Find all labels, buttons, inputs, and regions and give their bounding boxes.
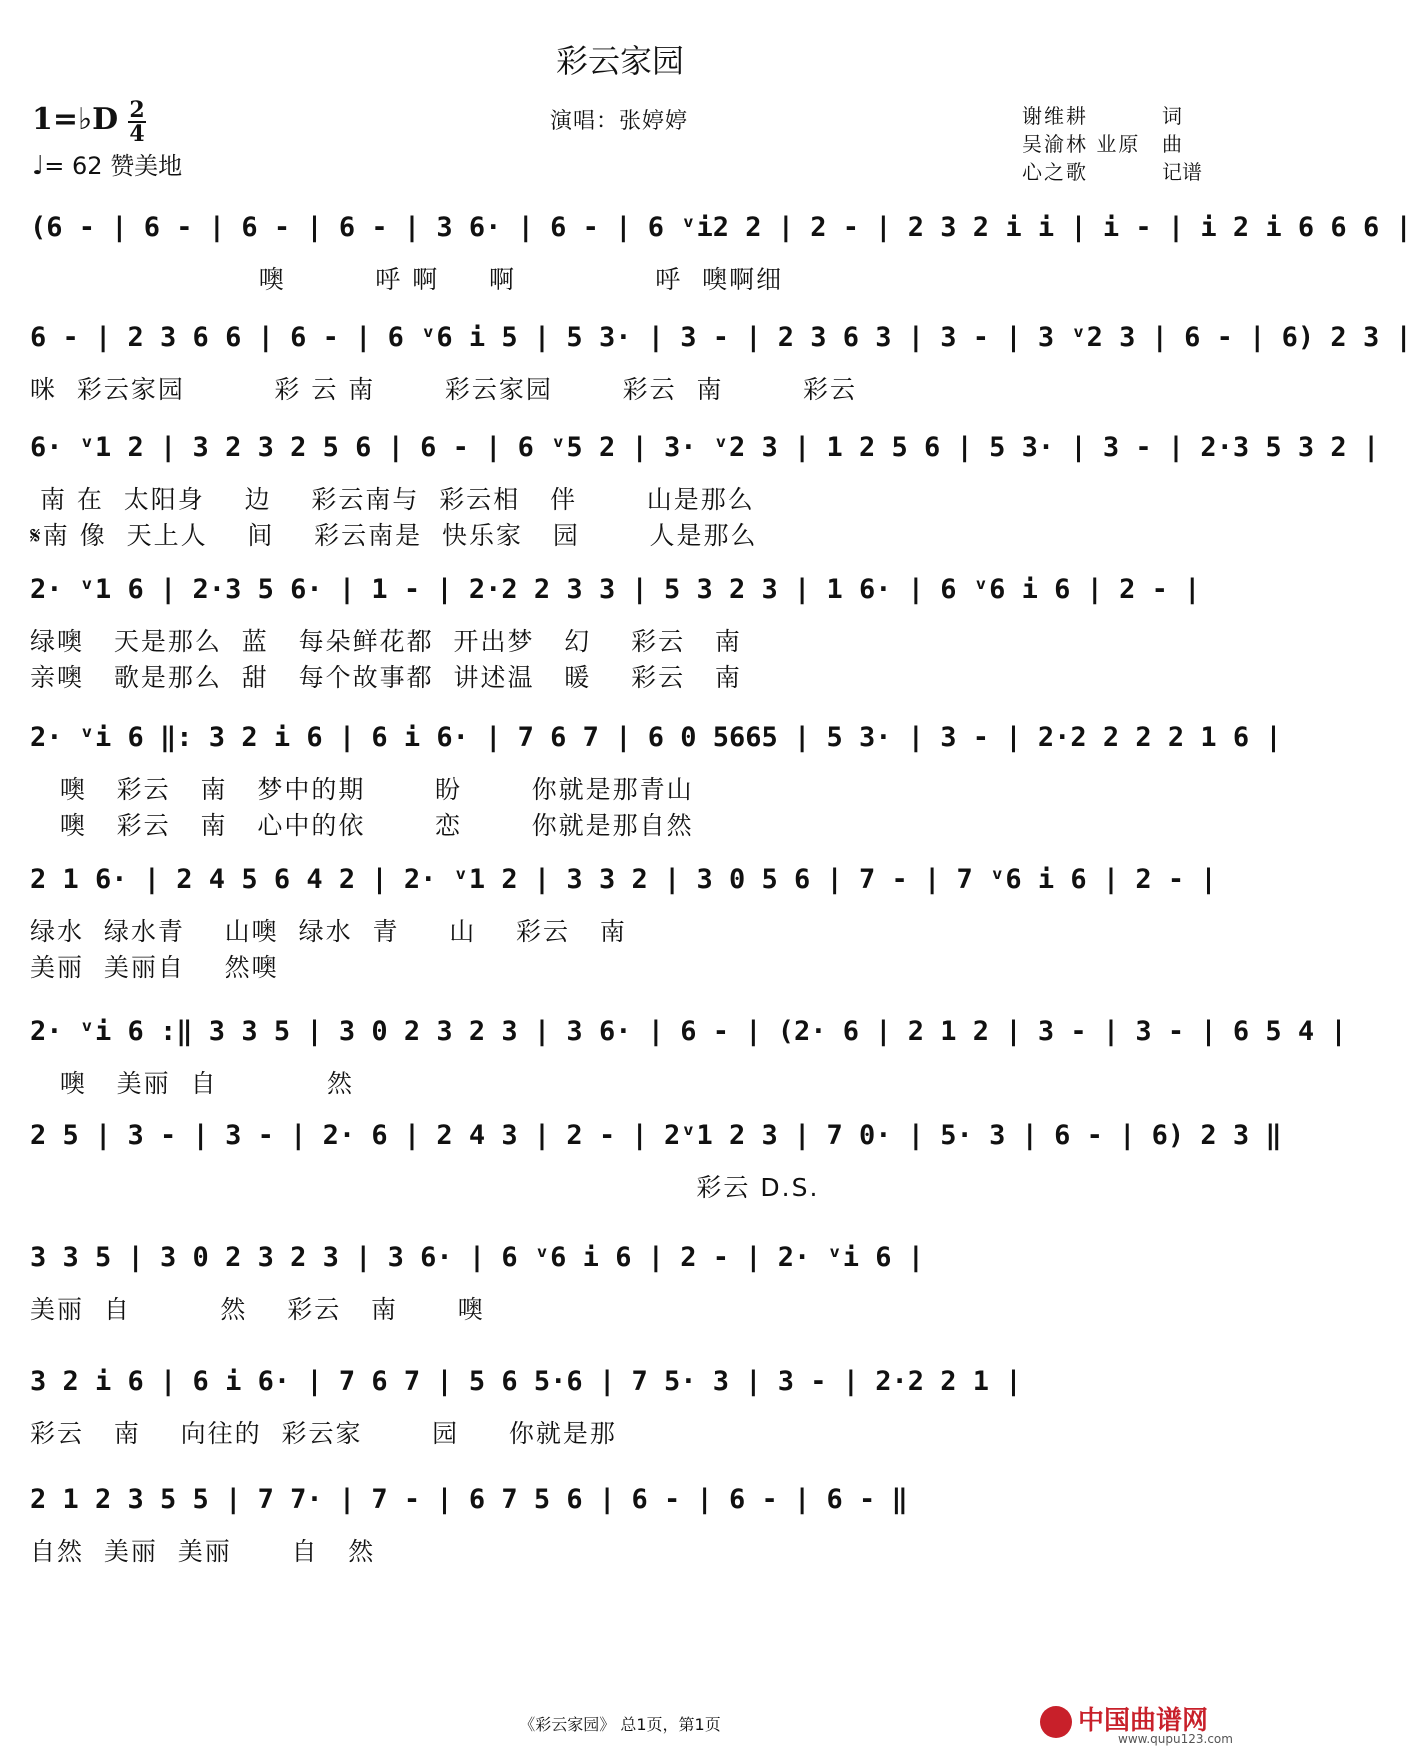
notation-line: 3 3 5 | 3 0 2 3 2 3 | 3 6· | 6 ᵛ6 i 6 | 2 - | 2· ᵛi 6 | <box>30 1242 925 1273</box>
credit-name: 心之歌 <box>1022 160 1088 184</box>
lyrics-verse-1: 噢 彩云 南 梦中的期 盼 你就是那青山 <box>30 775 694 804</box>
tempo-value: = 62 <box>44 152 103 180</box>
lyrics-verse-2: 美丽 美丽自 然噢 <box>30 953 279 982</box>
singer: 演唱：张婷婷 <box>550 109 689 134</box>
logo-icon <box>1040 1706 1072 1738</box>
time-signature <box>128 97 146 147</box>
lyrics-verse-1: 自然 美丽 美丽 自 然 <box>30 1537 376 1566</box>
lyrics-verse-2: 噢 彩云 南 心中的依 恋 你就是那自然 <box>30 811 694 840</box>
lyrics-verse-1: 咪 彩云家园 彩 云 南 彩云家园 彩云 南 彩云 <box>30 375 858 404</box>
credit-name: 吴渝林 业原 <box>1022 132 1141 156</box>
notation-line: 2 5 | 3 - | 3 - | 2· 6 | 2 4 3 | 2 - | 2ᵛ1 2 3 | 7 0· | 5· 3 | 6 - | 6) 2 3 ‖ <box>30 1120 1282 1151</box>
credit-role: 曲 <box>1162 132 1182 156</box>
lyrics-verse-2: 亲噢 歌是那么 甜 每个故事都 讲述温 暖 彩云 南 <box>30 663 742 692</box>
watermark-url: www.qupu123.com <box>1118 1732 1233 1746</box>
credit-role: 词 <box>1162 104 1182 128</box>
notation-line: 6 - | 2 3 6 6 | 6 - | 6 ᵛ6 i 5 | 5 3· | 3 - | 2 3 6 3 | 3 - | 3 ᵛ2 3 | 6 - | 6) 2 3 | <box>30 322 1412 353</box>
notation-line: 2· ᵛ1 6 | 2·3 5 6· | 1 - | 2·2 2 3 3 | 5 3 2 3 | 1 6· | 6 ᵛ6 i 6 | 2 - | <box>30 574 1201 605</box>
notation-line: 3 2 i 6 | 6 i 6· | 7 6 7 | 5 6 5·6 | 7 5· 3 | 3 - | 2·2 2 1 | <box>30 1366 1022 1397</box>
lyrics-verse-1: 美丽 自 然 彩云 南 噢 <box>30 1295 485 1324</box>
page-footer: 《彩云家园》 总1页，第1页 <box>519 1715 721 1734</box>
lyrics-verse-1: 绿水 绿水青 山噢 绿水 青 山 彩云 南 <box>30 917 627 946</box>
time-top: 2 <box>129 97 145 123</box>
credits <box>1022 102 1202 186</box>
credit-composer <box>1022 130 1202 158</box>
lyrics-verse-2: 𝄋南 像 天上人 间 彩云南是 快乐家 园 人是那么 <box>30 521 758 550</box>
tempo-style: 赞美地 <box>110 152 183 180</box>
notation-line: 2· ᵛi 6 :‖ 3 3 5 | 3 0 2 3 2 3 | 3 6· | 6 - | (2· 6 | 2 1 2 | 3 - | 3 - | 6 5 4 | <box>30 1016 1347 1047</box>
lyrics-verse-1: 彩云 D.S. <box>30 1173 820 1202</box>
lyrics-verse-1: 南 在 太阳身 边 彩云南与 彩云相 伴 山是那么 <box>30 485 755 514</box>
notation-line: 6· ᵛ1 2 | 3 2 3 2 5 6 | 6 - | 6 ᵛ5 2 | 3· ᵛ2 3 | 1 2 5 6 | 5 3· | 3 - | 2·3 5 3 2 | <box>30 432 1380 463</box>
lyrics-verse-1: 彩云 南 向往的 彩云家 园 你就是那 <box>30 1419 617 1448</box>
notation-line: 2· ᵛi 6 ‖: 3 2 i 6 | 6 i 6· | 7 6 7 | 6 0 5665 | 5 3· | 3 - | 2·2 2 2 2 1 6 | <box>30 722 1282 753</box>
credit-lyricist <box>1022 102 1202 130</box>
lyrics-verse-2 <box>30 1204 1215 1234</box>
notation-line: 2 1 2 3 5 5 | 7 7· | 7 - | 6 7 5 6 | 6 - | 6 - | 6 - ‖ <box>30 1484 908 1515</box>
song-title: 彩云家园 <box>555 42 684 80</box>
quarter-note-icon: ♩ <box>32 151 45 181</box>
notation-line: (6 - | 6 - | 6 - | 6 - | 3 6· | 6 - | 6 ᵛi2 2 | 2 - | 2 3 2 i i | i - | i 2 i 6 6 6 | <box>30 212 1412 243</box>
time-bottom: 4 <box>129 121 145 147</box>
lyrics-verse-2 <box>30 1326 1215 1356</box>
notation-line: 2 1 6· | 2 4 5 6 4 2 | 2· ᵛ1 2 | 3 3 2 | 3 0 5 6 | 7 - | 7 ᵛ6 i 6 | 2 - | <box>30 864 1217 895</box>
tempo-mark <box>32 146 182 181</box>
lyrics-verse-1: 绿噢 天是那么 蓝 每朵鲜花都 开出梦 幻 彩云 南 <box>30 627 742 656</box>
lyrics-verse-1: 噢 呼 啊 啊 呼 噢啊细 <box>30 265 784 294</box>
credit-name: 谢维耕 <box>1022 104 1088 128</box>
lyrics-verse-2 <box>30 1450 1215 1480</box>
watermark-brand: 中国曲谱网 <box>1078 1706 1209 1736</box>
key-signature: 1=♭D <box>32 102 119 137</box>
lyrics-verse-2 <box>30 1568 1215 1598</box>
credit-role: 记谱 <box>1162 160 1202 184</box>
lyrics-verse-1: 噢 美丽 自 然 <box>30 1069 354 1098</box>
credit-transcriber <box>1022 158 1202 186</box>
